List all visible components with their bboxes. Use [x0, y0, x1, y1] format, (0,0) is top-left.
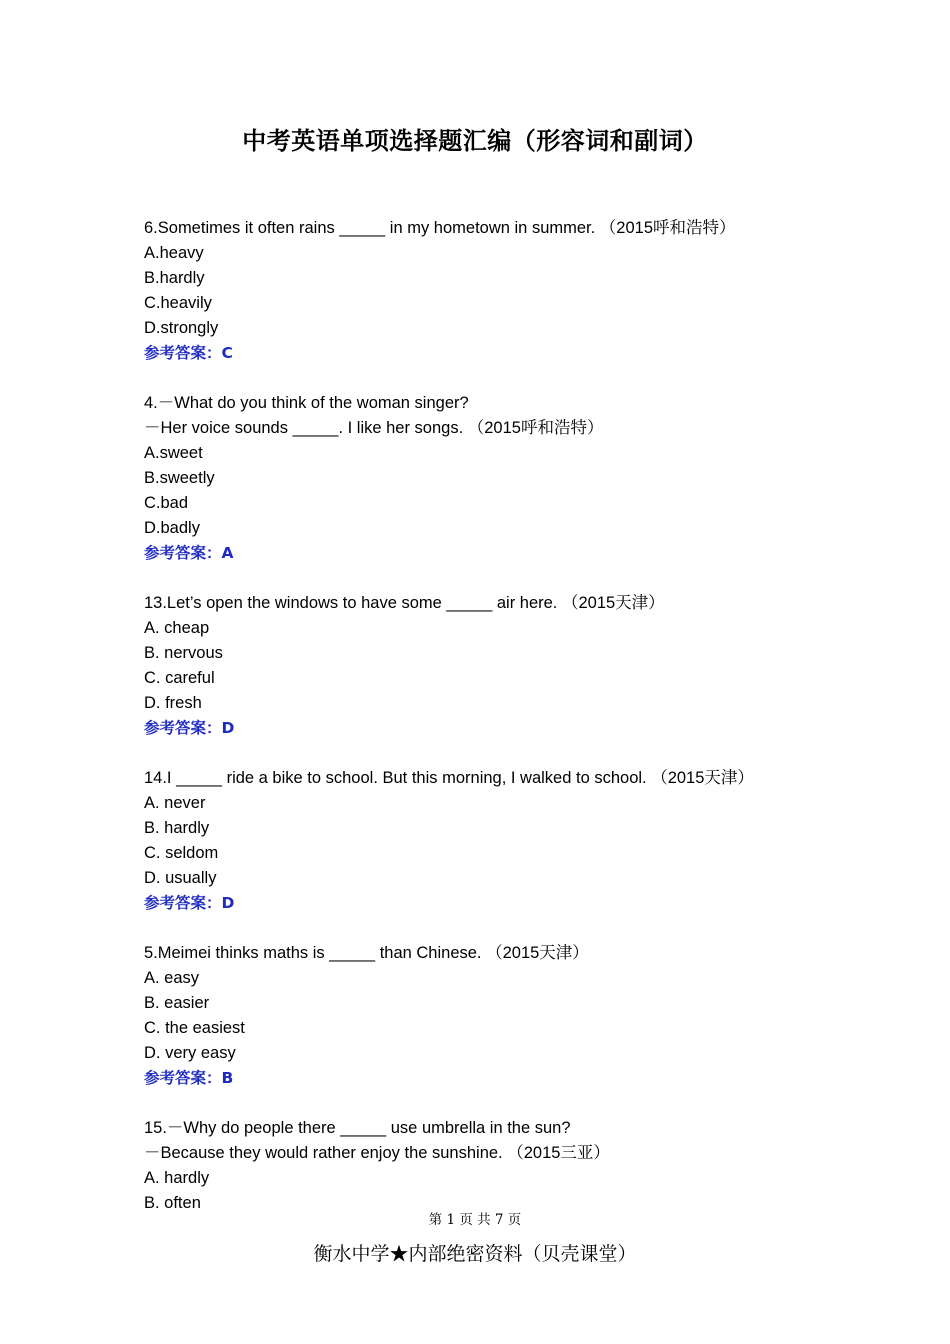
reference-answer-label: 参考答案：	[144, 544, 222, 562]
answer-option: C. the easiest	[144, 1019, 245, 1037]
answer-option: B. easier	[144, 994, 210, 1012]
answer-option: B.sweetly	[144, 469, 215, 487]
reference-answer	[144, 1066, 844, 1091]
answer-option: D. usually	[144, 869, 217, 887]
question-stem: 13.Let’s open the windows to have some _____ air here. （2015天津）	[144, 594, 665, 612]
answer-option: C. seldom	[144, 844, 219, 862]
reference-answer-value: D	[221, 719, 235, 737]
reference-answer-label: 参考答案：	[144, 1069, 222, 1087]
reference-answer-value: A	[221, 544, 234, 562]
answer-option: A. hardly	[144, 1169, 210, 1187]
page-number: 第 1 页 共 7 页	[428, 1212, 522, 1228]
question-block	[144, 216, 844, 366]
reference-answer-label: 参考答案：	[144, 344, 222, 362]
answer-option: D.badly	[144, 519, 200, 537]
reference-answer	[144, 541, 844, 566]
question-stem: 15.－Why do people there _____ use umbrella in the sun?	[144, 1119, 571, 1137]
answer-option: D.strongly	[144, 319, 219, 337]
question-stem: 6.Sometimes it often rains _____ in my hometown in summer. （2015呼和浩特）	[144, 219, 736, 237]
answer-option: A. easy	[144, 969, 200, 987]
question-stem: 14.I _____ ride a bike to school. But this morning, I walked to school. （2015天津）	[144, 769, 754, 787]
answer-option: D. very easy	[144, 1044, 236, 1062]
reference-answer-value: D	[221, 894, 235, 912]
answer-option: A.sweet	[144, 444, 203, 462]
question-block	[144, 391, 844, 566]
answer-option: C.heavily	[144, 294, 212, 312]
answer-option: B. hardly	[144, 819, 210, 837]
answer-option: D. fresh	[144, 694, 202, 712]
reference-answer-value: B	[221, 1069, 234, 1087]
reference-answer	[144, 891, 844, 916]
footer-note: 衡水中学★内部绝密资料（贝壳课堂）	[313, 1243, 637, 1265]
answer-option: C. careful	[144, 669, 215, 687]
answer-option: B. often	[144, 1194, 201, 1212]
question-block	[144, 591, 844, 741]
question-stem: －Her voice sounds _____. I like her songs. （2015呼和浩特）	[144, 419, 604, 437]
question-list	[144, 216, 844, 1241]
question-block	[144, 1116, 844, 1216]
question-stem: 5.Meimei thinks maths is _____ than Chinese. （2015天津）	[144, 944, 589, 962]
reference-answer-label: 参考答案：	[144, 719, 222, 737]
question-block	[144, 941, 844, 1091]
answer-option: B.hardly	[144, 269, 205, 287]
reference-answer	[144, 716, 844, 741]
question-block	[144, 766, 844, 916]
answer-option: A.heavy	[144, 244, 204, 262]
answer-option: A. cheap	[144, 619, 210, 637]
question-stem: －Because they would rather enjoy the sunshine. （2015三亚）	[144, 1144, 610, 1162]
reference-answer-label: 参考答案：	[144, 894, 222, 912]
question-stem: 4.－What do you think of the woman singer?	[144, 394, 469, 412]
answer-option: B. nervous	[144, 644, 223, 662]
page-title: 中考英语单项选择题汇编（形容词和副词）	[242, 127, 708, 155]
answer-option: A. never	[144, 794, 206, 812]
reference-answer	[144, 341, 844, 366]
reference-answer-value: C	[221, 344, 233, 362]
answer-option: C.bad	[144, 494, 189, 512]
